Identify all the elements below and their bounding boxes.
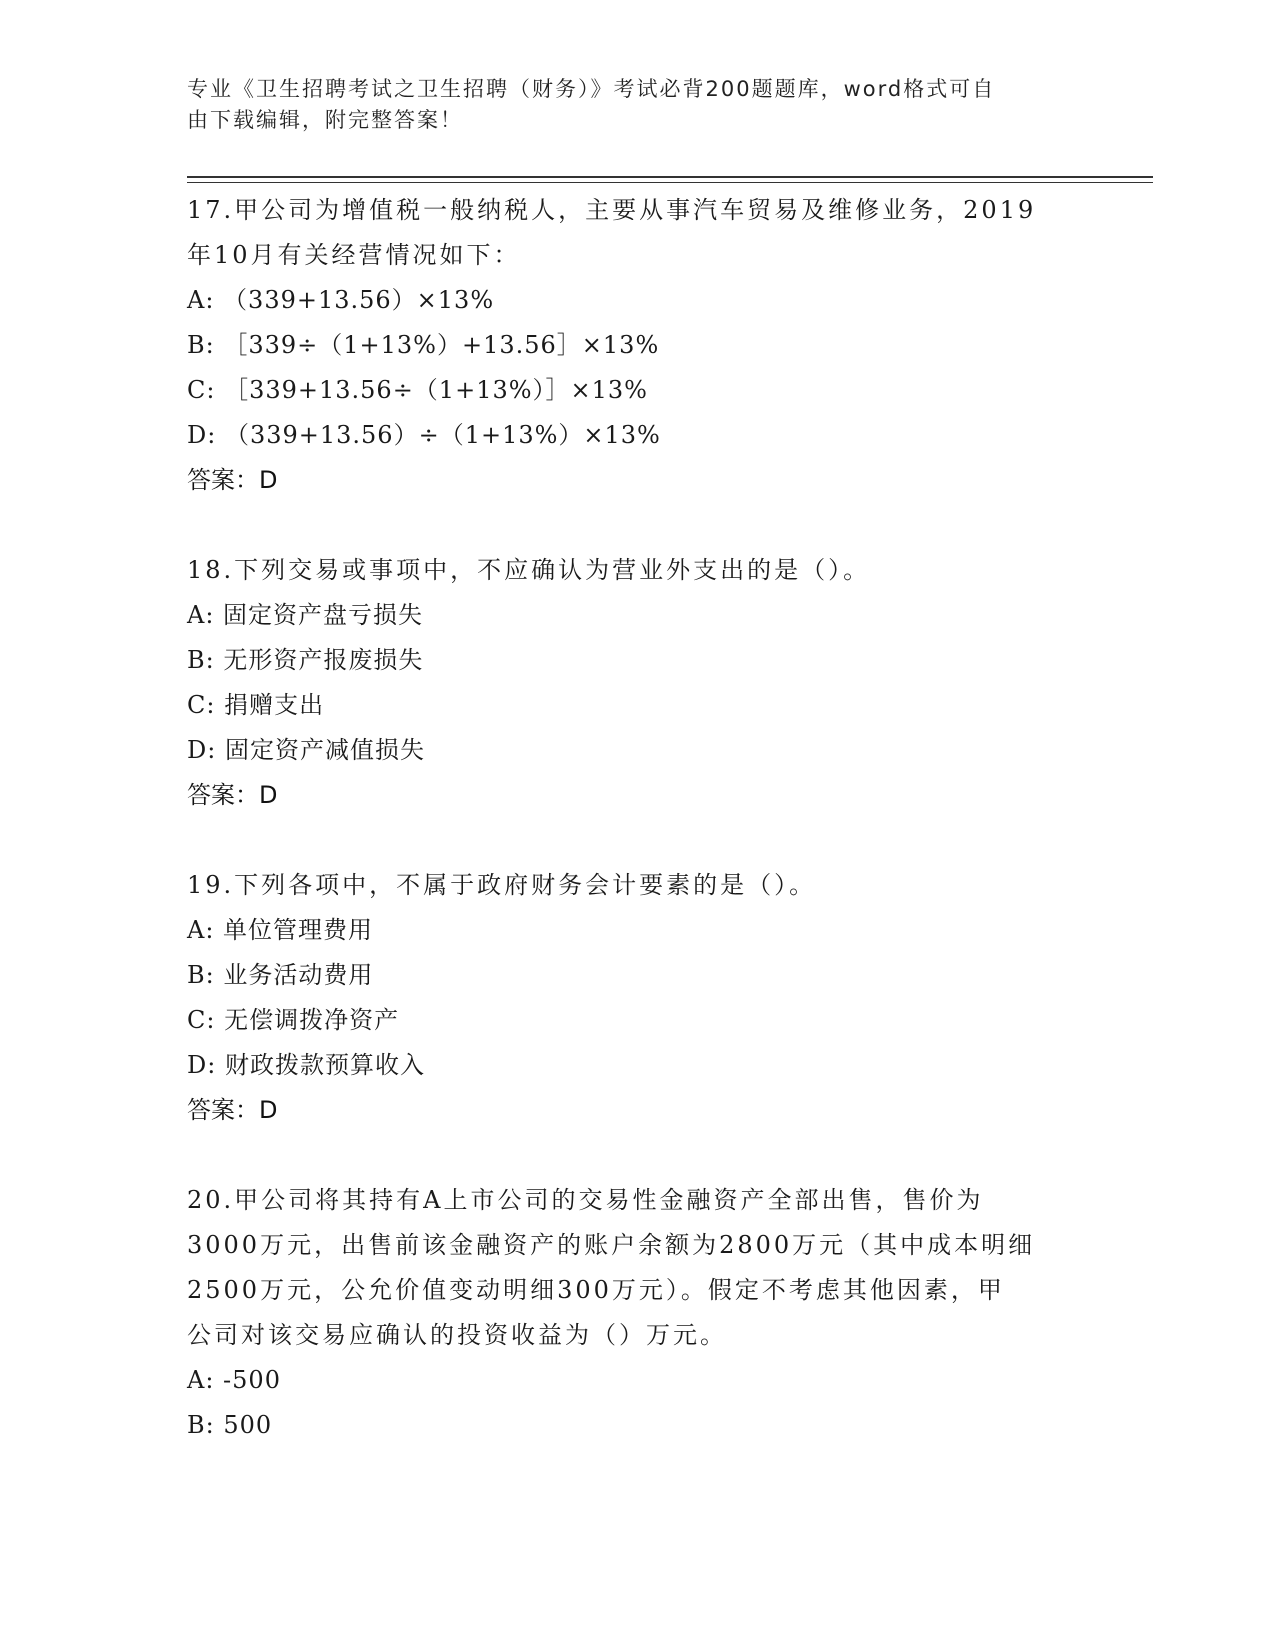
document-header <box>187 74 1067 136</box>
answer: 答案：D <box>187 781 278 809</box>
header-divider-thin <box>187 182 1153 183</box>
option-d: D: （339+13.56）÷（1+13%）×13% <box>187 421 661 449</box>
option-b: B: 500 <box>187 1411 273 1439</box>
question-20 <box>187 1178 1087 1448</box>
question-stem: 公司对该交易应确认的投资收益为（）万元。 <box>187 1321 727 1349</box>
question-18 <box>187 548 1087 818</box>
question-17 <box>187 188 1087 503</box>
option-b: B: 无形资产报废损失 <box>187 646 424 674</box>
option-c: C: ［339+13.56÷（1+13%）］×13% <box>187 376 648 404</box>
question-19 <box>187 863 1087 1133</box>
option-a: A: 固定资产盘亏损失 <box>187 601 424 629</box>
option-a: A: -500 <box>187 1366 281 1394</box>
question-stem: 20.甲公司将其持有A上市公司的交易性金融资产全部出售，售价为 <box>187 1186 984 1214</box>
question-stem: 3000万元，出售前该金融资产的账户余额为2800万元（其中成本明细 <box>187 1231 1036 1259</box>
option-d: D: 财政拨款预算收入 <box>187 1051 425 1079</box>
header-line-1: 专业《卫生招聘考试之卫生招聘（财务）》考试必背200题题库，word格式可自 <box>187 77 996 101</box>
option-c: C: 无偿调拨净资产 <box>187 1006 400 1034</box>
option-b: B: 业务活动费用 <box>187 961 374 989</box>
header-line-2: 由下载编辑，附完整答案！ <box>187 108 463 132</box>
answer: 答案：D <box>187 466 278 494</box>
question-stem: 18.下列交易或事项中，不应确认为营业外支出的是（）。 <box>187 556 871 584</box>
question-stem: 17.甲公司为增值税一般纳税人，主要从事汽车贸易及维修业务，2019 <box>187 196 1037 224</box>
question-stem: 19.下列各项中，不属于政府财务会计要素的是（）。 <box>187 871 817 899</box>
option-a: A: 单位管理费用 <box>187 916 374 944</box>
header-divider-thick <box>187 176 1153 178</box>
question-list <box>187 188 1087 1493</box>
option-b: B: ［339÷（1+13%）+13.56］×13% <box>187 331 660 359</box>
option-d: D: 固定资产减值损失 <box>187 736 425 764</box>
question-stem: 2500万元，公允价值变动明细300万元）。假定不考虑其他因素，甲 <box>187 1276 1005 1304</box>
option-a: A: （339+13.56）×13% <box>187 286 495 314</box>
answer: 答案：D <box>187 1096 278 1124</box>
option-c: C: 捐赠支出 <box>187 691 325 719</box>
question-stem: 年10月有关经营情况如下： <box>187 241 521 269</box>
